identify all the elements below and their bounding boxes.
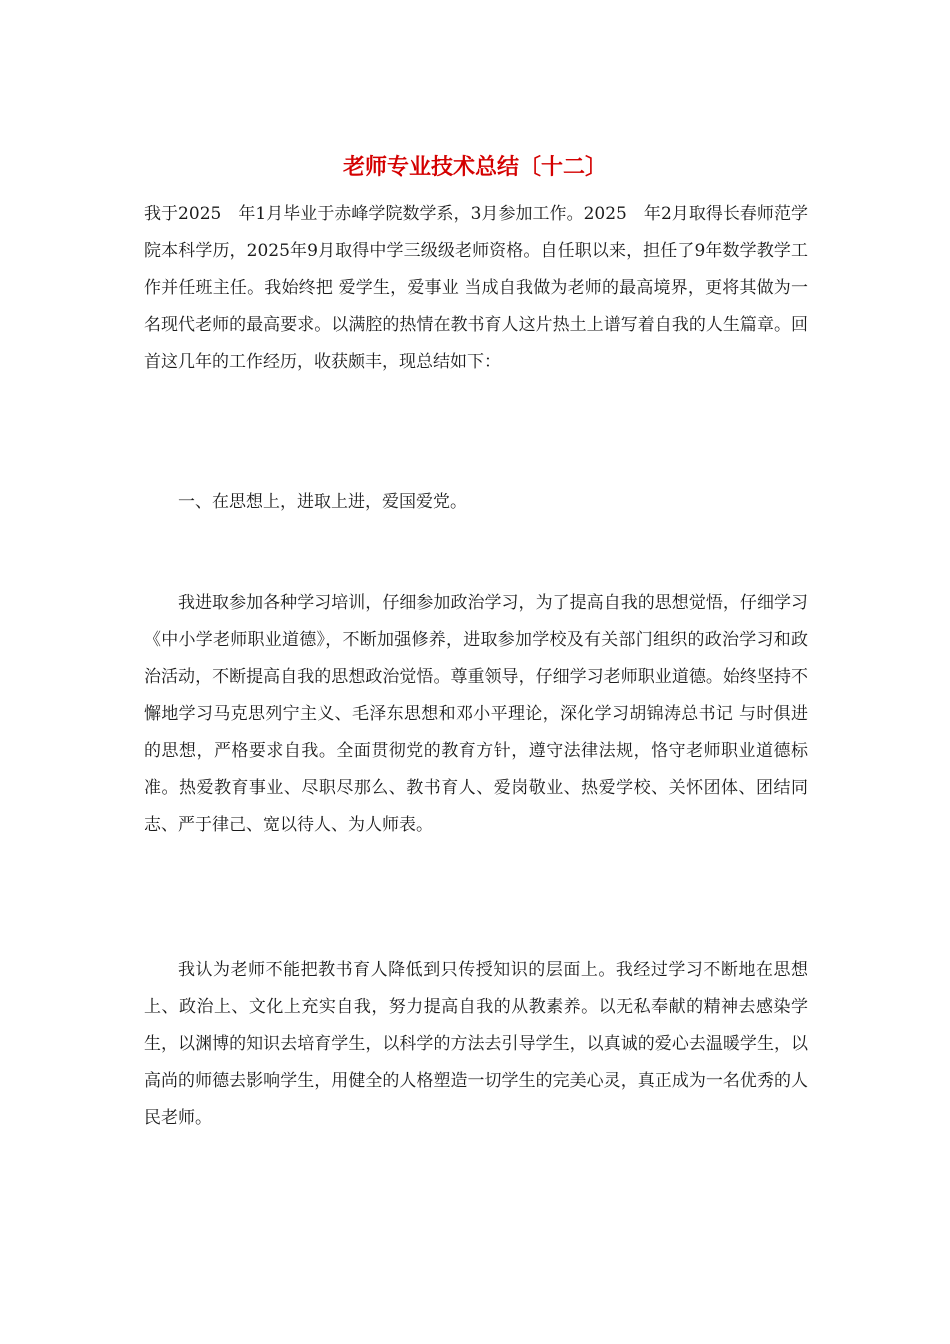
paragraph-intro: 我于2025 年1月毕业于赤峰学院数学系，3月参加工作。2025 年2月取得长春师范学院本科学历，2025年9月取得中学三级级老师资格。自任职以来，担任了9年数学教学工作并任班主任。我始终把 爱学生，爱事业 当成自我做为老师的最高境界，更将其做为一名现代老师的最高要求。以满腔的热情在教书育人这片热土上谱写着自我的人生篇章。回首这几年的工作经历，收获颇丰，现总结如下： [144, 204, 808, 372]
document-title: 老师专业技术总结〔十二〕 [342, 154, 607, 180]
paragraph-political-study: 我进取参加各种学习培训，仔细参加政治学习，为了提高自我的思想觉悟，仔细学习《中小学老师职业道德》，不断加强修养，进取参加学校及有关部门组织的政治学习和政治活动，不断提高自我的思想政治觉悟。尊重领导，仔细学习老师职业道德。始终坚持不懈地学习马克思列宁主义、毛泽东思想和邓小平理论，深化学习胡锦涛总书记 与时俱进 的思想，严格要求自我。全面贯彻党的教育方针，遵守法律法规，恪守老师职业道德标准。热爱教育事业、尽职尽那么、教书育人、爱岗敬业、热爱学校、关怀团体、团结同志、严于律己、宽以待人、为人师表。 [144, 593, 808, 835]
paragraph-teaching-belief: 我认为老师不能把教书育人降低到只传授知识的层面上。我经过学习不断地在思想上、政治上、文化上充实自我，努力提高自我的从教素养。以无私奉献的精神去感染学生，以渊博的知识去培育学生，以科学的方法去引导学生，以真诚的爱心去温暖学生，以高尚的师德去影响学生，用健全的人格塑造一切学生的完美心灵，真正成为一名优秀的人民老师。 [144, 960, 808, 1128]
section-heading-thought: 一、在思想上，进取上进，爱国爱党。 [178, 492, 467, 512]
